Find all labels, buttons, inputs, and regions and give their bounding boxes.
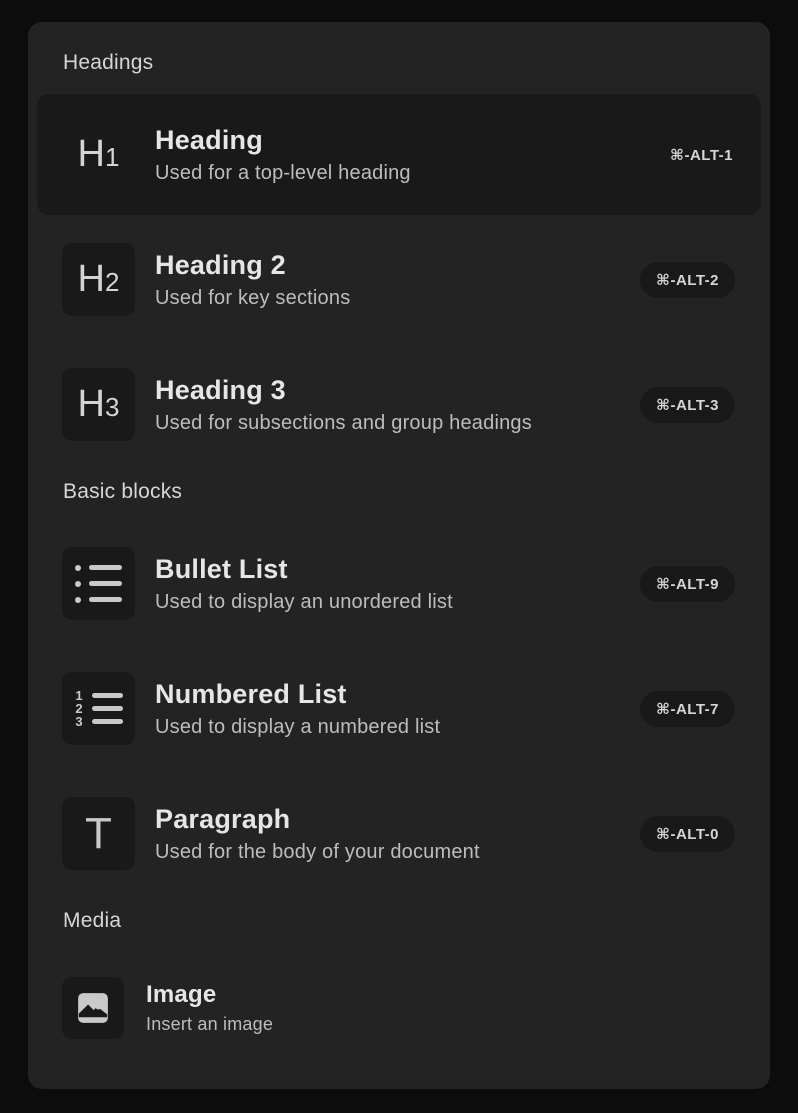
menu-item-heading[interactable] xyxy=(37,94,761,215)
item-description: Used to display an unordered list xyxy=(155,591,453,613)
section-items xyxy=(37,94,761,465)
menu-item-heading-2[interactable] xyxy=(37,219,761,340)
block-insert-menu xyxy=(28,22,770,1089)
item-title: Heading 2 xyxy=(155,250,286,280)
item-description: Used for key sections xyxy=(155,287,351,309)
menu-item-heading-3[interactable] xyxy=(37,344,761,465)
menu-item-numbered-list[interactable] xyxy=(37,648,761,769)
menu-item-bullet-list[interactable] xyxy=(37,523,761,644)
shortcut-badge: ⌘-ALT-3 xyxy=(640,387,735,423)
item-description: Used for the body of your document xyxy=(155,841,480,863)
paragraph-icon: T xyxy=(62,797,135,870)
h1-icon: H1 xyxy=(62,118,135,191)
bullet-list-icon xyxy=(62,547,135,620)
item-title: Heading 3 xyxy=(155,375,286,405)
section-label: Basic blocks xyxy=(63,480,183,503)
shortcut-badge: ⌘-ALT-2 xyxy=(640,262,735,298)
section-label: Media xyxy=(63,909,122,932)
shortcut-badge: ⌘-ALT-0 xyxy=(640,816,735,852)
numbered-list-icon: 1 2 3 xyxy=(62,672,135,745)
image-icon xyxy=(62,977,124,1039)
menu-section-basic-blocks xyxy=(28,479,770,894)
section-label: Headings xyxy=(63,51,154,74)
menu-section-headings xyxy=(28,50,770,465)
item-title: Heading xyxy=(155,125,263,155)
h2-icon: H2 xyxy=(62,243,135,316)
item-title: Paragraph xyxy=(155,804,291,834)
shortcut-badge: ⌘-ALT-1 xyxy=(670,146,733,164)
item-title: Numbered List xyxy=(155,679,347,709)
section-items xyxy=(37,523,761,894)
shortcut-badge: ⌘-ALT-9 xyxy=(640,566,735,602)
item-title: Image xyxy=(146,981,217,1008)
item-description: Used to display a numbered list xyxy=(155,716,441,738)
section-items xyxy=(37,952,761,1064)
item-description: Insert an image xyxy=(146,1014,274,1034)
item-title: Bullet List xyxy=(155,554,288,584)
shortcut-badge: ⌘-ALT-7 xyxy=(640,691,735,727)
item-description: Used for subsections and group headings xyxy=(155,412,532,434)
item-description: Used for a top-level heading xyxy=(155,162,411,184)
menu-section-media xyxy=(28,908,770,1064)
menu-item-paragraph[interactable] xyxy=(37,773,761,894)
menu-item-image[interactable] xyxy=(37,952,761,1064)
h3-icon: H3 xyxy=(62,368,135,441)
